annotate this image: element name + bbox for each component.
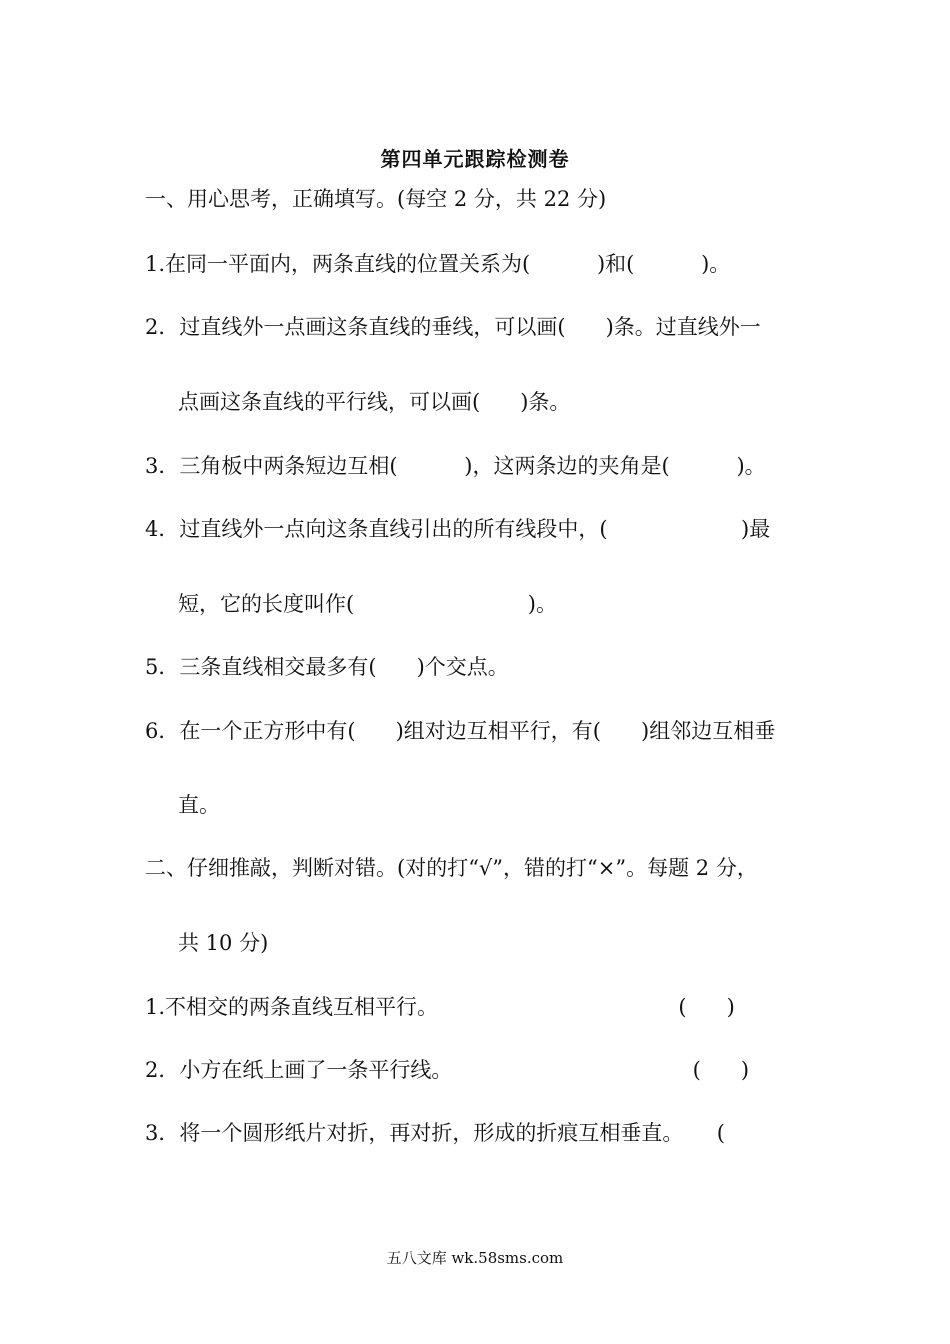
question-1-1: 1.在同一平面内，两条直线的位置关系为( )和( )。 <box>145 252 731 276</box>
question-1-2-cont: 点画这条直线的平行线，可以画( )条。 <box>178 390 571 414</box>
page-title: 第四单元跟踪检测卷 <box>380 147 570 171</box>
question-1-3: 3．三角板中两条短边互相( )，这两条边的夹角是( )。 <box>145 454 766 478</box>
section-two-heading: 二、仔细推敲，判断对错。(对的打“√”，错的打“×”。每题 2 分， <box>145 856 758 880</box>
question-1-6: 6．在一个正方形中有( )组对边互相平行，有( )组邻边互相垂 <box>145 719 776 743</box>
question-1-6-cont: 直。 <box>178 793 220 817</box>
question-1-4: 4．过直线外一点向这条直线引出的所有线段中，( )最 <box>145 517 771 541</box>
section-one-heading: 一、用心思考，正确填写。(每空 2 分，共 22 分) <box>145 187 607 211</box>
question-2-1: 1.不相交的两条直线互相平行。 ( ) <box>145 995 735 1019</box>
section-two-heading-cont: 共 10 分) <box>178 931 269 955</box>
question-1-5: 5．三条直线相交最多有( )个交点。 <box>145 655 509 679</box>
footer-watermark: 五八文库 wk.58sms.com <box>386 1249 564 1267</box>
question-2-3: 3．将一个圆形纸片对折，再对折，形成的折痕互相垂直。 ( <box>145 1121 725 1145</box>
question-1-2: 2．过直线外一点画这条直线的垂线，可以画( )条。过直线外一 <box>145 315 761 339</box>
question-1-4-cont: 短，它的长度叫作( )。 <box>178 592 557 616</box>
question-2-2: 2．小方在纸上画了一条平行线。 ( ) <box>145 1058 750 1082</box>
